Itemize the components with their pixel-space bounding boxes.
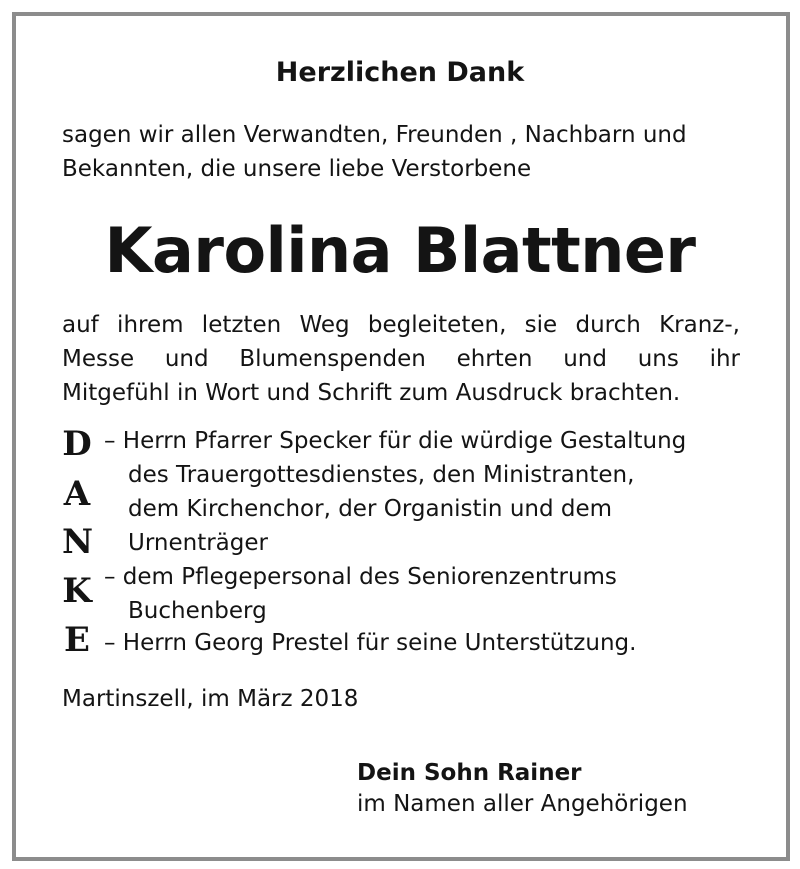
danke-letter-d: D <box>62 424 92 464</box>
thanks-line: dem Kirchenchor, der Organistin und dem <box>128 496 613 522</box>
notice-heading: Herzlichen Dank <box>275 57 525 88</box>
thanks-item-clergy <box>104 424 686 560</box>
place-date: Martinszell, im März 2018 <box>62 686 359 712</box>
body-line: Messe und Blumenspenden ehrten und uns ihr <box>62 346 740 372</box>
deceased-name: Karolina Blattner <box>104 214 696 287</box>
thanks-line: Buchenberg <box>128 598 267 624</box>
thanks-item-care-staff <box>104 560 617 628</box>
thanks-item-prestel <box>104 626 636 660</box>
intro-text <box>62 118 687 186</box>
signature-name: Dein Sohn Rainer <box>357 760 582 786</box>
thanks-line: – Herrn Georg Prestel für seine Unterstützung. <box>104 630 637 656</box>
thanks-line: des Trauergottesdienstes, den Ministranten, <box>128 462 635 488</box>
body-line: auf ihrem letzten Weg begleiteten, sie durch Kranz-, <box>62 312 740 338</box>
danke-letter-n: N <box>62 522 94 562</box>
thanks-line: – dem Pflegepersonal des Seniorenzentrums <box>104 564 617 590</box>
intro-line: sagen wir allen Verwandten, Freunden , Nachbarn und <box>62 122 687 148</box>
danke-letter-a: A <box>63 474 91 514</box>
signature-subtitle: im Namen aller Angehörigen <box>357 791 688 817</box>
intro-line: Bekannten, die unsere liebe Verstorbene <box>62 156 532 182</box>
thanks-line: – Herrn Pfarrer Specker für die würdige Gestaltung <box>104 428 687 454</box>
body-line: Mitgefühl in Wort und Schrift zum Ausdruck brachten. <box>62 380 681 406</box>
danke-letter-e: E <box>64 620 90 660</box>
body-text <box>62 308 740 410</box>
danke-letter-k: K <box>62 571 92 611</box>
thanks-line: Urnenträger <box>128 530 268 556</box>
